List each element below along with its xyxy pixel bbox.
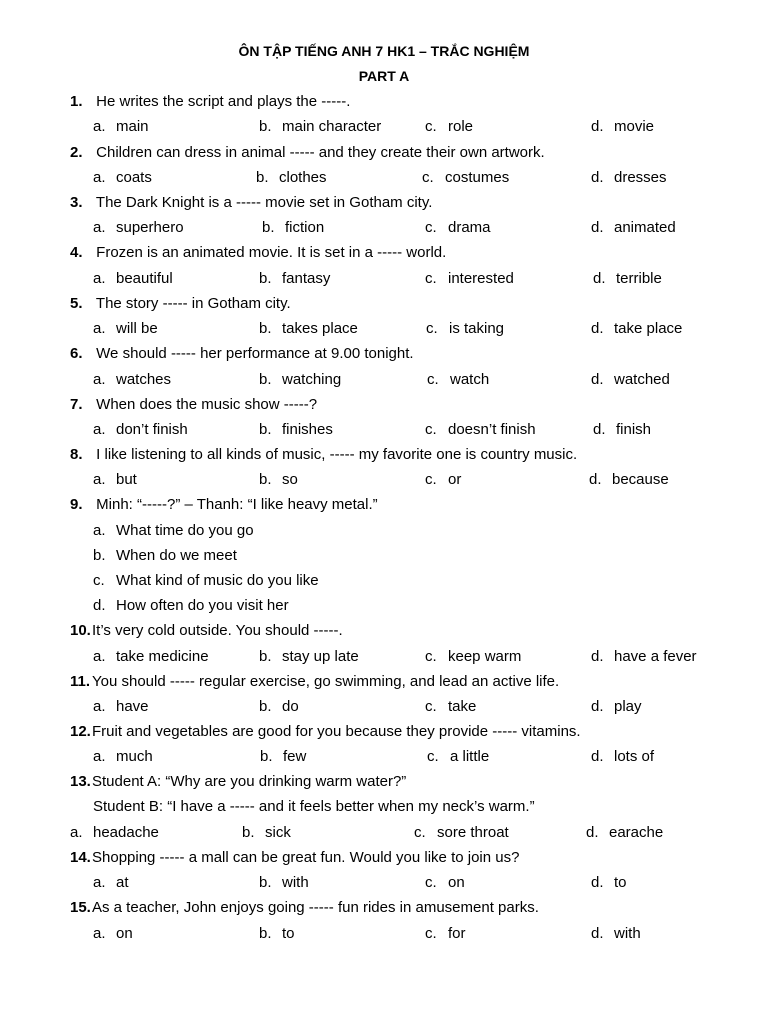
option-d: d. lots of	[591, 748, 655, 765]
question-13-line-2: Student B: “I have a ----- and it feels better when my neck’s warm.”	[93, 798, 535, 815]
option-d: d. with	[591, 925, 641, 942]
option-a: a. at	[93, 874, 129, 891]
question-13	[70, 773, 406, 790]
part-heading: PART A	[358, 68, 410, 84]
question-2	[70, 144, 545, 161]
option-d: d. play	[591, 698, 642, 715]
option-b: b. do	[259, 698, 299, 715]
option-d: d. animated	[591, 219, 676, 236]
option-a: a. headache	[70, 824, 159, 841]
option-c: c. for	[425, 925, 466, 942]
option-b: b. fiction	[262, 219, 325, 236]
question-text: We should ----- her performance at 9.00 tonight.	[96, 345, 414, 362]
question-text: Minh: “-----?” – Thanh: “I like heavy metal.”	[96, 496, 378, 513]
question-3	[70, 194, 432, 211]
question-text: Shopping ----- a mall can be great fun. Would you like to join us?	[92, 849, 520, 866]
option-d: d. movie	[591, 118, 655, 135]
question-text: Frozen is an animated movie. It is set in a ----- world.	[96, 244, 447, 261]
option-d: d. have a fever	[591, 648, 697, 665]
option-b: b. so	[259, 471, 298, 488]
question-14	[70, 849, 519, 866]
option-a: a. will be	[93, 320, 158, 337]
question-number: 4.	[70, 244, 83, 261]
option-c: c. sore throat	[414, 824, 509, 841]
question-number: 2.	[70, 144, 83, 161]
question-number: 13.	[70, 773, 91, 790]
question-9	[70, 496, 378, 513]
option-c: c. costumes	[422, 169, 510, 186]
option-d: d. dresses	[591, 169, 667, 186]
option-a: a. beautiful	[93, 270, 173, 287]
question-number: 8.	[70, 446, 83, 463]
question-text: You should ----- regular exercise, go swimming, and lead an active life.	[92, 673, 560, 690]
question-text: Student A: “Why are you drinking warm water?”	[92, 773, 407, 790]
option-a: a. take medicine	[93, 648, 209, 665]
question-number: 3.	[70, 194, 83, 211]
option-a: a. watches	[93, 371, 172, 388]
question-11	[70, 673, 559, 690]
option-c: c. is taking	[426, 320, 505, 337]
option-b: b. fantasy	[259, 270, 331, 287]
question-text: I like listening to all kinds of music, ----- my favorite one is country music.	[96, 446, 578, 463]
option-a: a. have	[93, 698, 149, 715]
option-a: a. don’t finish	[93, 421, 188, 438]
option-b: b. sick	[242, 824, 291, 841]
question-text: When does the music show -----?	[96, 396, 318, 413]
option-b: b. watching	[259, 371, 342, 388]
question-8	[70, 446, 577, 463]
option-b: b. takes place	[259, 320, 358, 337]
option-b: b. main character	[259, 118, 382, 135]
option-b: b. finishes	[259, 421, 333, 438]
question-10	[70, 622, 343, 639]
option-b: b. to	[259, 925, 295, 942]
option-d: d. because	[589, 471, 669, 488]
option-c: c. on	[425, 874, 465, 891]
option-d: d. take place	[591, 320, 683, 337]
question-4	[70, 244, 446, 261]
question-text: Children can dress in animal ----- and they create their own artwork.	[96, 144, 545, 161]
option-d: d. terrible	[593, 270, 662, 287]
option-b: b. When do we meet	[93, 547, 237, 564]
question-12	[70, 723, 581, 740]
option-b: b. stay up late	[259, 648, 359, 665]
question-7	[70, 396, 317, 413]
option-b: b. with	[259, 874, 309, 891]
option-c: c. watch	[427, 371, 490, 388]
question-text: As a teacher, John enjoys going ----- fun rides in amusement parks.	[92, 899, 539, 916]
question-text: It’s very cold outside. You should -----.	[92, 622, 343, 639]
option-b: b. clothes	[256, 169, 327, 186]
option-a: a. What time do you go	[93, 522, 254, 539]
question-number: 7.	[70, 396, 83, 413]
option-c: c. a little	[427, 748, 490, 765]
question-number: 9.	[70, 496, 83, 513]
option-d: d. to	[591, 874, 627, 891]
worksheet-title: ÔN TẬP TIẾNG ANH 7 HK1 – TRẮC NGHIỆM	[238, 43, 530, 59]
option-a: a. main	[93, 118, 149, 135]
option-a: a. coats	[93, 169, 152, 186]
option-d: d. watched	[591, 371, 670, 388]
question-text: The Dark Knight is a ----- movie set in Gotham city.	[95, 194, 433, 211]
question-number: 14.	[70, 849, 91, 866]
question-number: 11.	[70, 673, 91, 690]
question-number: 10.	[70, 622, 91, 639]
question-number: 5.	[70, 295, 83, 312]
option-c: c. take	[425, 698, 477, 715]
question-number: 12.	[70, 723, 91, 740]
option-c: c. doesn’t finish	[425, 421, 536, 438]
question-1	[70, 93, 350, 110]
question-number: 1.	[70, 93, 83, 110]
option-b: b. few	[260, 748, 307, 765]
question-text: The story ----- in Gotham city.	[95, 295, 291, 312]
option-d: d. finish	[593, 421, 652, 438]
option-c: c. drama	[425, 219, 491, 236]
question-text: He writes the script and plays the -----.	[96, 93, 351, 110]
question-number: 6.	[70, 345, 83, 362]
question-text: Fruit and vegetables are good for you because they provide ----- vitamins.	[92, 723, 581, 740]
option-c: c. keep warm	[425, 648, 522, 665]
question-number: 15.	[70, 899, 91, 916]
question-15	[70, 899, 539, 916]
option-c: c. role	[425, 118, 474, 135]
option-c: c. or	[425, 471, 462, 488]
option-d: d. How often do you visit her	[93, 597, 289, 614]
option-c: c. What kind of music do you like	[93, 572, 319, 589]
option-a: a. much	[93, 748, 153, 765]
option-d: d. earache	[586, 824, 664, 841]
question-6	[70, 345, 414, 362]
option-a: a. superhero	[93, 219, 184, 236]
question-5	[70, 295, 291, 312]
option-a: a. but	[93, 471, 137, 488]
option-a: a. on	[93, 925, 133, 942]
option-c: c. interested	[425, 270, 514, 287]
